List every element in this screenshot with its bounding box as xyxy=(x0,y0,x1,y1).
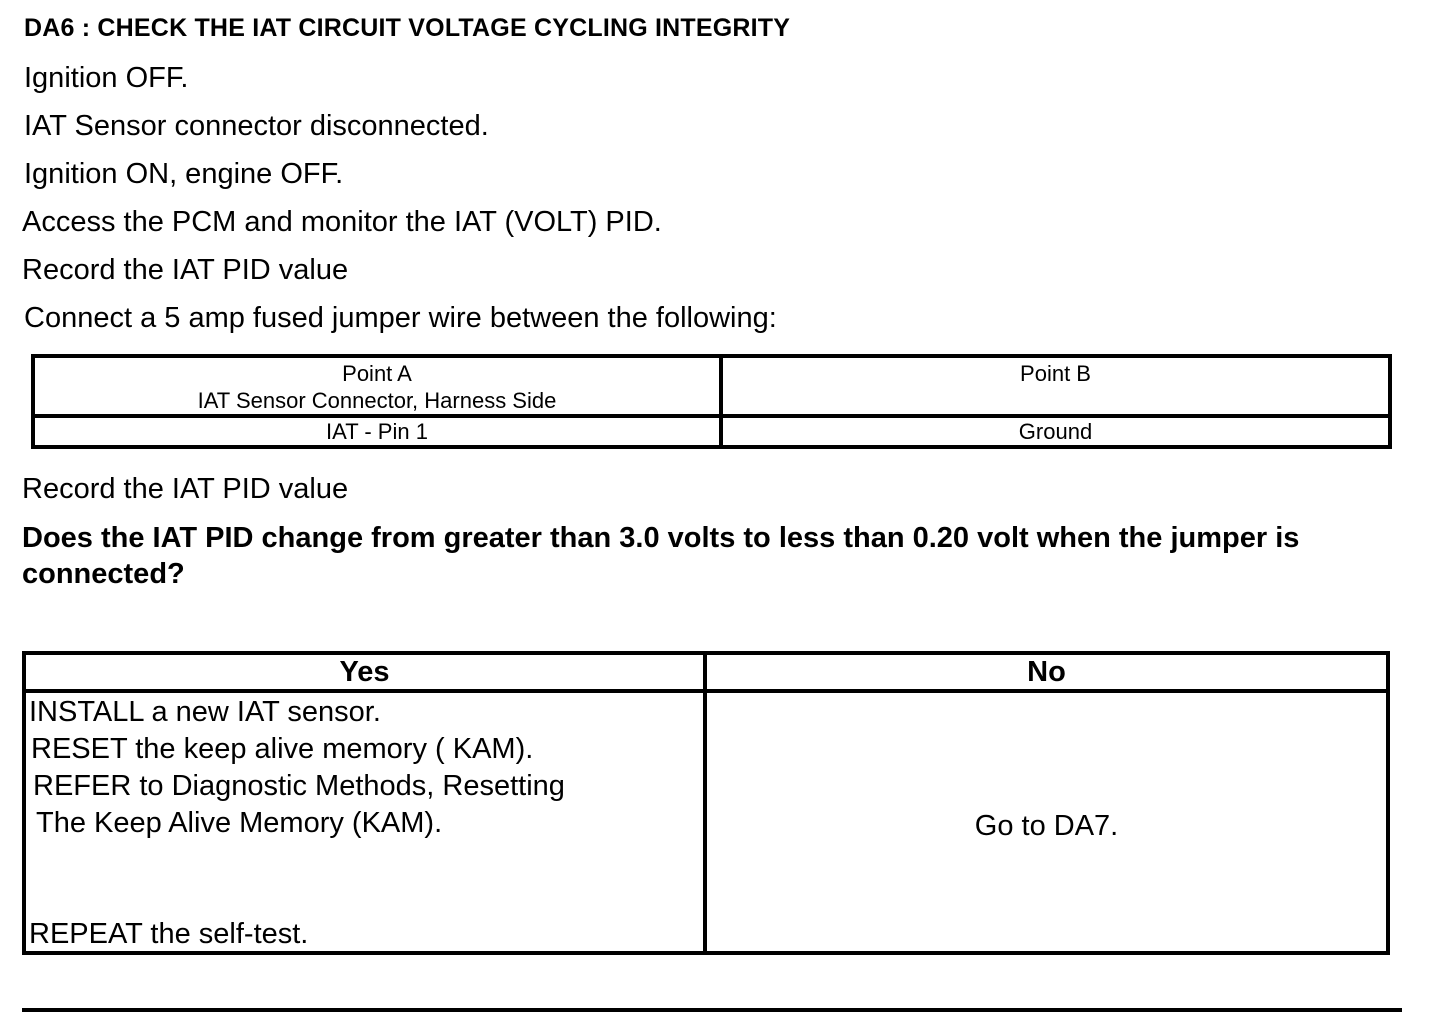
step-record-pid-again: Record the IAT PID value xyxy=(22,473,349,505)
result-table-body xyxy=(24,691,1388,953)
point-a-cell: IAT - Pin 1 xyxy=(33,416,721,447)
procedure-heading: DA6 : CHECK THE IAT CIRCUIT VOLTAGE CYCLING INTEGRITY xyxy=(24,14,791,42)
yes-instruction-reset: RESET the keep alive memory ( KAM). xyxy=(31,733,534,765)
point-a-title: Point A xyxy=(342,361,412,386)
step-connect-jumper: Connect a 5 amp fused jumper wire between the following: xyxy=(24,302,777,334)
yes-instruction-install: INSTALL a new IAT sensor. xyxy=(29,696,381,728)
step-record-pid: Record the IAT PID value xyxy=(22,254,349,286)
connection-table-header xyxy=(33,356,1390,416)
bottom-divider xyxy=(22,1008,1402,1012)
diagnostic-question: Does the IAT PID change from greater than 3.0 volts to less than 0.20 volt when the jumper is connected? xyxy=(22,522,1300,590)
point-b-title: Point B xyxy=(1020,361,1091,386)
step-ignition-on: Ignition ON, engine OFF. xyxy=(24,158,344,190)
yes-cell xyxy=(24,691,705,953)
no-header: No xyxy=(705,653,1388,691)
yes-no-result-table xyxy=(22,651,1390,955)
yes-header: Yes xyxy=(24,653,705,691)
no-cell xyxy=(705,691,1388,953)
yes-instruction-repeat: REPEAT the self-test. xyxy=(29,918,309,950)
yes-instruction-refer-continued: The Keep Alive Memory (KAM). xyxy=(36,807,443,839)
table-row xyxy=(33,416,1390,447)
no-instruction: Go to DA7. xyxy=(974,809,1119,842)
step-access-pcm: Access the PCM and monitor the IAT (VOLT) PID. xyxy=(22,206,662,238)
result-table-header xyxy=(24,653,1388,691)
point-b-header xyxy=(721,356,1390,416)
yes-instruction-refer: REFER to Diagnostic Methods, Resetting xyxy=(33,770,565,802)
point-a-header xyxy=(33,356,721,416)
point-a-subtitle: IAT Sensor Connector, Harness Side xyxy=(197,388,557,413)
step-ignition-off: Ignition OFF. xyxy=(24,62,189,94)
point-b-cell: Ground xyxy=(721,416,1390,447)
step-connector-disconnected: IAT Sensor connector disconnected. xyxy=(24,110,489,142)
jumper-connection-table xyxy=(31,354,1392,449)
